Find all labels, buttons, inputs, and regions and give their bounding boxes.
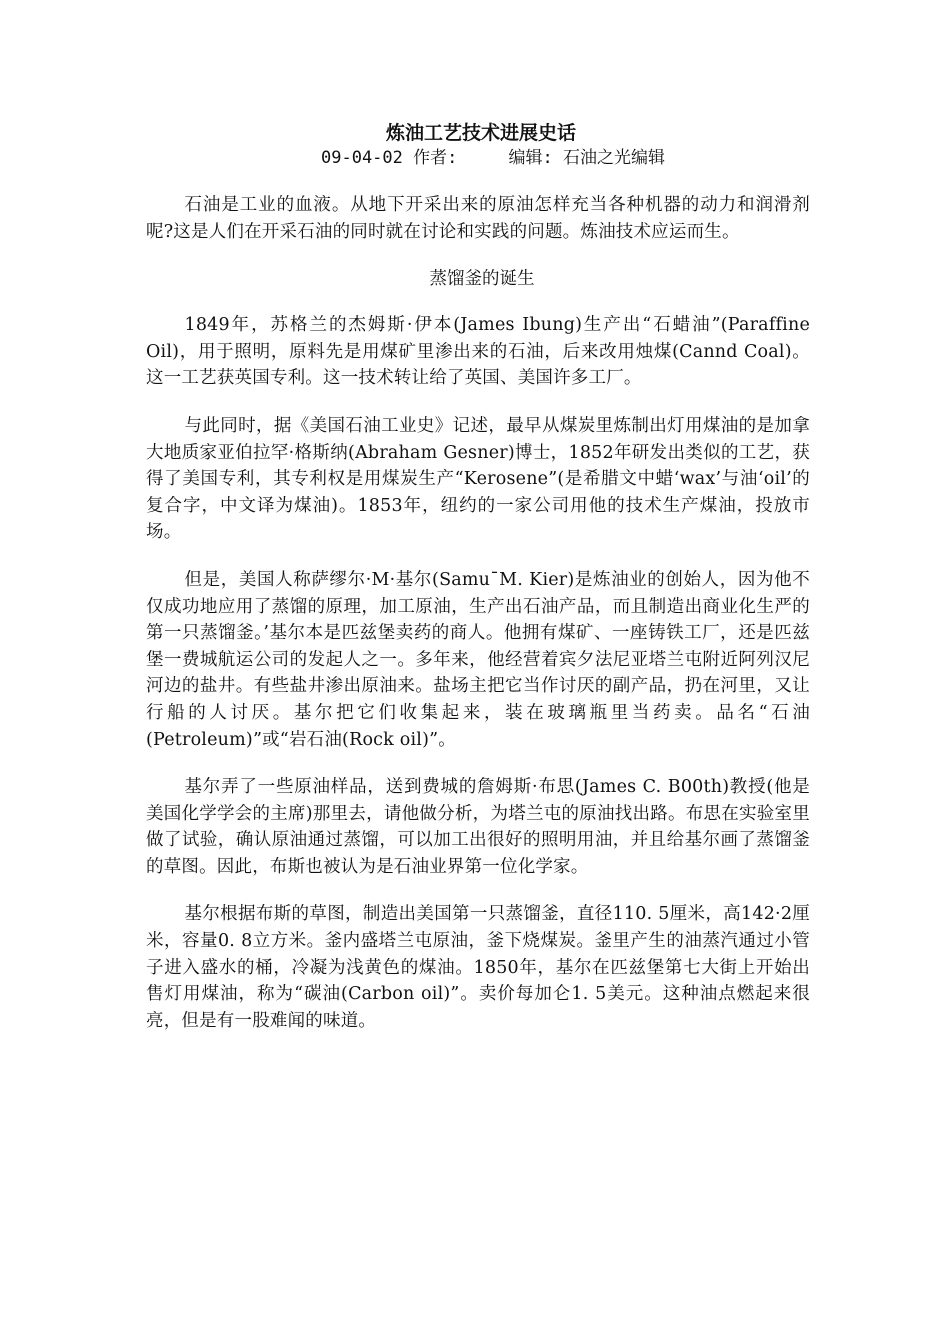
document-meta: 09-04-02 作者: 编辑: 石油之光编辑: [321, 148, 665, 168]
document-title: 炼油工艺技术进展史话: [385, 122, 576, 144]
body-paragraph-1: 1849年，苏格兰的杰姆斯·伊本(James Ibung)生产出“石蜡油”(Paraffine Oil)，用于照明，原料先是用煤矿里渗出来的石油，后来改用烛煤(Cannd Coal)。这一工艺获英国专利。这一技术转让给了英国、美国许多工厂。: [146, 315, 810, 389]
section-heading: 蒸馏釜的诞生: [429, 269, 535, 290]
body-paragraph-4: 基尔弄了一些原油样品，送到费城的詹姆斯·布思(James C. B00th)教授(他是美国化学学会的主席)那里去，请他做分析，为塔兰屯的原油找出路。布思在实验室里做了试验，确认原油通过蒸馏，可以加工出很好的照明用油，并且给基尔画了蒸馏釜的草图。因此，布斯也被认为是石油业界第一位化学家。: [146, 777, 810, 877]
body-paragraph-2: 与此同时，据《美国石油工业史》记述，最早从煤炭里炼制出灯用煤油的是加拿大地质家亚伯拉罕·格斯纳(Abraham Gesner)博士，1852年研发出类似的工艺，获得了美国专利，其专利权是用煤炭生产“Kerosene”(是希腊文中蜡‘wax’与油‘oil’的复合字，中文译为煤油)。1853年，纽约的一家公司用他的技术生产煤油，投放市场。: [146, 415, 810, 543]
body-paragraph-5: 基尔根据布斯的草图，制造出美国第一只蒸馏釜，直径110. 5厘米，高142·2厘米，容量0. 8立方米。釜内盛塔兰屯原油，釜下烧煤炭。釜里产生的油蒸汽通过小管子进入盛水的桶，冷凝为浅黄色的煤油。1850年，基尔在匹兹堡第七大街上开始出售灯用煤油，称为“碳油(Carbon oil)”。卖价每加仑1. 5美元。这种油点燃起来很亮，但是有一股难闻的味道。: [146, 904, 810, 1031]
intro-paragraph: 石油是工业的血液。从地下开采出来的原油怎样充当各种机器的动力和润滑剂呢?这是人们在开采石油的同时就在讨论和实践的问题。炼油技术应运而生。: [146, 195, 810, 242]
document-page: [146, 120, 810, 1055]
body-paragraph-3: 但是，美国人称萨缪尔·M·基尔(Samu¯M. Kier)是炼油业的创始人，因为他不仅成功地应用了蒸馏的原理，加工原油，生产出石油产品，而且制造出商业化生严的第一只蒸馏釜。’基尔本是匹兹堡卖药的商人。他拥有煤矿、一座铸铁工厂，还是匹兹堡一费城航运公司的发起人之一。多年来，他经营着宾夕法尼亚塔兰屯附近阿列汉尼河边的盐井。有些盐井渗出原油来。盐场主把它当作讨厌的副产品，扔在河里，又让行船的人讨厌。基尔把它们收集起来，装在玻璃瓶里当药卖。品名“石油(Petroleum)”或“岩石油(Rock oil)”。: [146, 569, 810, 750]
